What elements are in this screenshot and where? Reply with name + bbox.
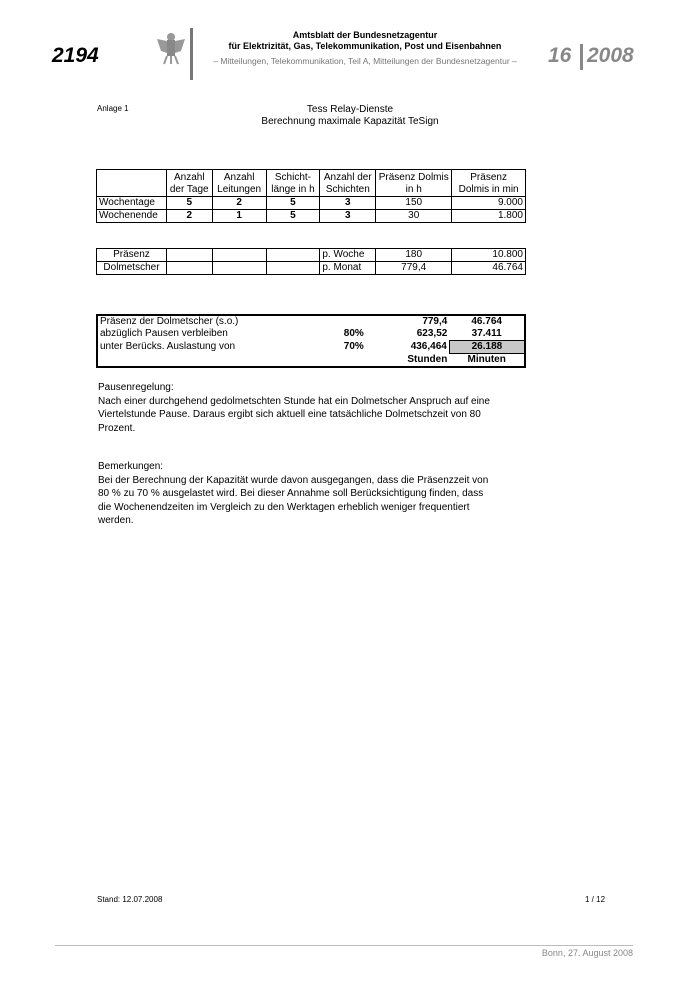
table-header-row bbox=[97, 170, 526, 197]
capacity-table bbox=[96, 169, 526, 223]
issue-year: 2008 bbox=[587, 44, 634, 67]
header-cell: Präsenz Dolmis in min bbox=[452, 170, 526, 197]
table-cell bbox=[266, 262, 320, 275]
table-row bbox=[97, 315, 525, 328]
table-row bbox=[97, 262, 526, 275]
footer-place-date: Bonn, 27. August 2008 bbox=[541, 948, 633, 958]
table-cell: 1 bbox=[212, 210, 266, 223]
section-heading: Bemerkungen: bbox=[98, 461, 164, 472]
summary-table bbox=[96, 314, 526, 368]
presence-table bbox=[96, 248, 526, 275]
page-number: 2194 bbox=[52, 44, 99, 67]
table-cell: 623,52 bbox=[416, 328, 448, 340]
row-label: unter Berücks. Auslastung von bbox=[100, 341, 236, 352]
table-cell bbox=[212, 262, 266, 275]
table-cell: 2 bbox=[166, 210, 212, 223]
federal-eagle-icon bbox=[155, 31, 187, 65]
table-cell: 2 bbox=[212, 197, 266, 210]
footer-divider bbox=[55, 945, 633, 946]
row-label: Präsenz der Dolmetscher (s.o.) bbox=[100, 316, 239, 327]
table-cell: 779,4 bbox=[376, 262, 452, 275]
header-cell: Anzahl Leitungen bbox=[212, 170, 266, 197]
attachment-label: Anlage 1 bbox=[97, 104, 129, 113]
table-cell: 80% bbox=[343, 328, 364, 340]
row-label: Wochentage bbox=[97, 197, 167, 210]
page-indicator: 1 / 12 bbox=[585, 895, 606, 904]
table-cell: 180 bbox=[376, 249, 452, 262]
row-label: Wochenende bbox=[97, 210, 167, 223]
table-cell bbox=[212, 249, 266, 262]
remarks-section: Bemerkungen: Bei der Berechnung der Kapazität wurde davon ausgegangen, dass die Präsenzzeit von 80 % zu 70 % ausgelastet wird. Bei dieser Annahme soll Berücksichtigung finden, dass die Wochenendzeiten im Vergleich zu den Werktagen erheblich weniger frequentiert werden. bbox=[98, 460, 518, 528]
header-cell: Schicht- länge in h bbox=[266, 170, 320, 197]
table-cell: 1.800 bbox=[452, 210, 526, 223]
table-row bbox=[97, 249, 526, 262]
table-cell: 779,4 bbox=[422, 316, 448, 327]
table-row bbox=[97, 354, 525, 368]
header-cell bbox=[97, 170, 167, 197]
header-cell: Anzahl der Tage bbox=[166, 170, 212, 197]
unit-label: Minuten bbox=[467, 354, 506, 365]
row-label: Dolmetscher bbox=[97, 262, 167, 275]
masthead-subtitle: – Mitteilungen, Telekommunikation, Teil A, Mitteilungen der Bundesnetzagentur – bbox=[213, 56, 517, 66]
table-row bbox=[97, 341, 525, 354]
table-row bbox=[97, 197, 526, 210]
issue-number: 16 bbox=[548, 44, 572, 67]
table-cell: 46.764 bbox=[452, 262, 526, 275]
table-cell: p. Monat bbox=[320, 262, 376, 275]
table-cell bbox=[306, 315, 366, 328]
table-cell: 150 bbox=[376, 197, 452, 210]
issue-divider bbox=[580, 44, 583, 70]
table-cell bbox=[166, 249, 212, 262]
header-divider bbox=[190, 28, 193, 80]
row-label: Präsenz bbox=[97, 249, 167, 262]
table-cell: 46.764 bbox=[471, 316, 502, 327]
table-cell: 5 bbox=[166, 197, 212, 210]
section-heading: Pausenregelung: bbox=[98, 382, 174, 393]
unit-label: Stunden bbox=[407, 353, 448, 365]
table-cell: 70% bbox=[343, 341, 364, 352]
document-title: Tess Relay-Dienste Berechnung maximale Kapazität TeSign bbox=[261, 104, 439, 127]
table-cell: 9.000 bbox=[452, 197, 526, 210]
table-cell: 5 bbox=[266, 210, 320, 223]
table-cell: 30 bbox=[376, 210, 452, 223]
result-cell: 26.188 bbox=[449, 341, 525, 354]
table-row bbox=[97, 328, 525, 341]
header-cell: Anzahl der Schichten bbox=[320, 170, 376, 197]
table-cell: 10.800 bbox=[452, 249, 526, 262]
table-cell: p. Woche bbox=[320, 249, 376, 262]
status-date: Stand: 12.07.2008 bbox=[97, 895, 163, 904]
table-cell: 436,464 bbox=[410, 341, 447, 352]
pause-rule-section: Pausenregelung: Nach einer durchgehend gedolmetschten Stunde hat ein Dolmetscher Anspruch auf eine Viertelstunde Pause. Daraus ergibt sich aktuell eine tatsächliche Dolmetschzeit von 80 Prozent. bbox=[98, 381, 518, 435]
table-cell: 3 bbox=[320, 197, 376, 210]
table-cell bbox=[166, 262, 212, 275]
header-cell: Präsenz Dolmis in h bbox=[376, 170, 452, 197]
table-cell bbox=[266, 249, 320, 262]
table-cell: 5 bbox=[266, 197, 320, 210]
masthead-title: Amtsblatt der Bundesnetzagentur für Elektrizität, Gas, Telekommunikation, Post und Eisenbahnen bbox=[228, 30, 502, 51]
table-cell bbox=[97, 354, 306, 368]
row-label: abzüglich Pausen verbleiben bbox=[100, 328, 228, 340]
table-cell: 37.411 bbox=[471, 328, 502, 339]
table-cell bbox=[306, 354, 366, 368]
table-row bbox=[97, 210, 526, 223]
table-cell: 3 bbox=[320, 210, 376, 223]
